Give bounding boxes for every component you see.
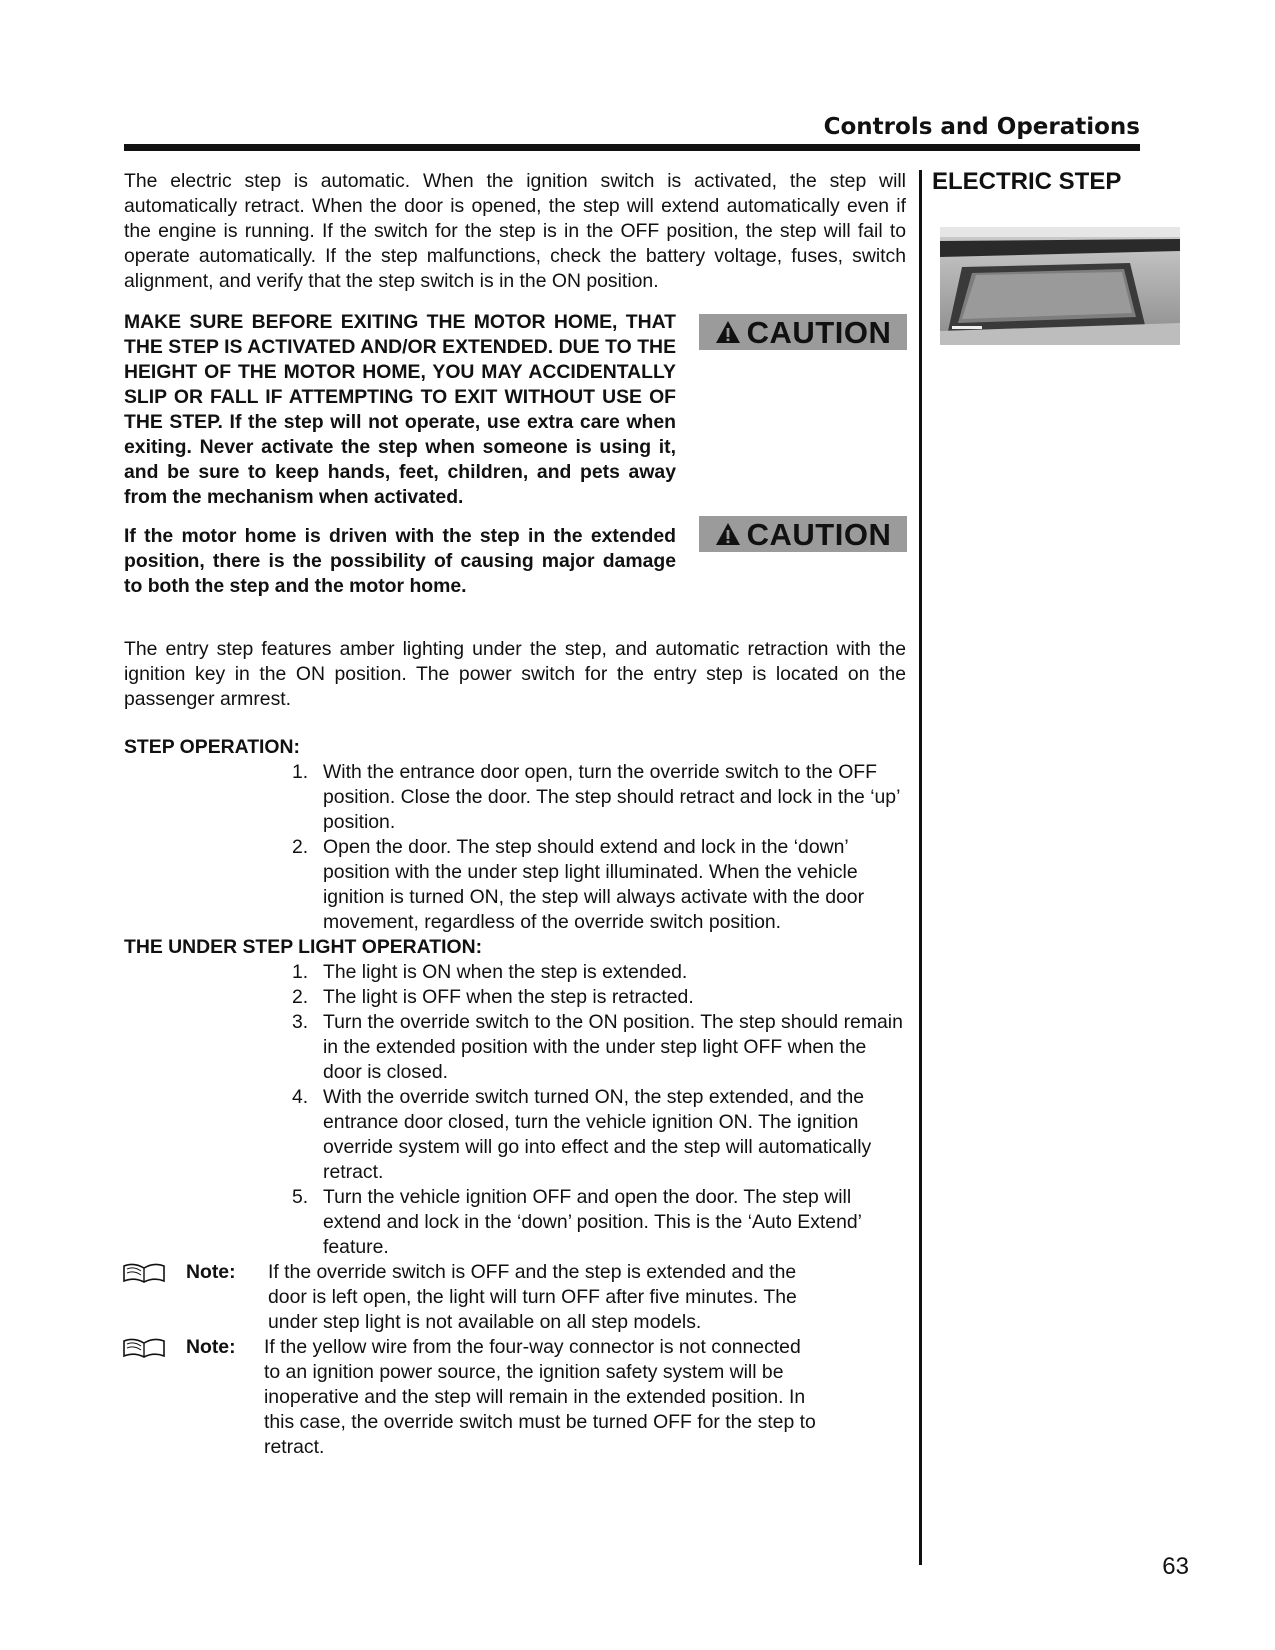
light-operation-list xyxy=(124,960,906,1260)
open-book-icon xyxy=(122,1262,166,1284)
note-text: If the yellow wire from the four-way connector is not connected to an ignition power source, the ignition safety system will be inoperative and the step will remain in the extended position. In this case, the override switch must be turned OFF for the step to retract. xyxy=(264,1336,816,1458)
header-title: Controls and Operations xyxy=(823,114,1140,140)
warning-triangle-icon xyxy=(715,320,741,344)
light-operation-heading: THE UNDER STEP LIGHT OPERATION: xyxy=(124,936,483,958)
note-1 xyxy=(124,1260,906,1335)
note-label: Note: xyxy=(186,1261,236,1283)
step-operation-list xyxy=(124,760,906,935)
note-text: If the override switch is OFF and the step is extended and the door is left open, the light will turn OFF after five minutes. The under step light is not available on all step models. xyxy=(268,1261,797,1333)
caution-label-1: CAUTION xyxy=(746,314,892,350)
list-item: 2. Open the door. The step should extend and lock in the ‘down’ position with the under step light illuminated. When the vehicle ignition is turned ON, the step will always activate with the door movement, regardless of the override switch position. xyxy=(292,836,865,933)
open-book-icon xyxy=(122,1337,166,1359)
caution-text-2: If the motor home is driven with the step in the extended position, there is the possibility of causing major damage to both the step and the motor home. xyxy=(124,525,676,597)
list-item: 4. With the override switch turned ON, the step extended, and the entrance door closed, turn the vehicle ignition ON. The ignition override system will go into effect and the step will automatically retract. xyxy=(292,1086,872,1183)
caution-block-2 xyxy=(124,516,906,599)
caution-block-1 xyxy=(124,310,906,510)
header-rule xyxy=(124,144,1140,151)
caution-badge-2 xyxy=(699,516,907,552)
caution-label-2: CAUTION xyxy=(746,516,892,552)
list-item: 1. The light is ON when the step is extended. xyxy=(292,961,688,983)
caution-text-1: MAKE SURE BEFORE EXITING THE MOTOR HOME, THAT THE STEP IS ACTIVATED AND/OR EXTENDED. DUE TO THE HEIGHT OF THE MOTOR HOME, YOU MAY ACCIDENTALLY SLIP OR FALL IF ATTEMPTING TO EXIT WITHOUT USE OF THE STEP. If the step will not operate, use extra care when exiting. Never activate the step when someone is using it, and be sure to keep hands, feet, children, and pets away from the mechanism when activated. xyxy=(124,311,676,508)
note-2 xyxy=(124,1335,906,1460)
list-item: 2. The light is OFF when the step is retracted. xyxy=(292,986,694,1008)
warning-triangle-icon xyxy=(715,522,741,546)
entry-paragraph: The entry step features amber lighting under the step, and automatic retraction with the ignition key in the ON position. The power switch for the entry step is located on the passenger armrest. xyxy=(124,638,906,710)
list-item: 1. With the entrance door open, turn the override switch to the OFF position. Close the door. The step should retract and lock in the ‘up’ position. xyxy=(292,761,900,833)
main-content xyxy=(124,169,906,1460)
caution-badge-1 xyxy=(699,314,907,350)
sidebar-title: ELECTRIC STEP xyxy=(932,168,1122,195)
page-number: 63 xyxy=(1162,1553,1189,1580)
list-item: 5. Turn the vehicle ignition OFF and open the door. The step will extend and lock in the ‘down’ position. This is the ‘Auto Extend’ feature. xyxy=(292,1186,862,1258)
note-label: Note: xyxy=(186,1336,236,1358)
step-operation-heading: STEP OPERATION: xyxy=(124,736,300,758)
list-item: 3. Turn the override switch to the ON position. The step should remain in the extended position with the under step light OFF when the door is closed. xyxy=(292,1011,903,1083)
intro-paragraph: The electric step is automatic. When the ignition switch is activated, the step will automatically retract. When the door is opened, the step will extend automatically even if the engine is running. If the switch for the step is in the OFF position, the step will fail to operate automatically. If the step malfunctions, check the battery voltage, fuses, switch alignment, and verify that the step switch is in the ON position. xyxy=(124,170,906,292)
electric-step-photo xyxy=(940,227,1180,345)
column-divider xyxy=(919,170,922,1565)
